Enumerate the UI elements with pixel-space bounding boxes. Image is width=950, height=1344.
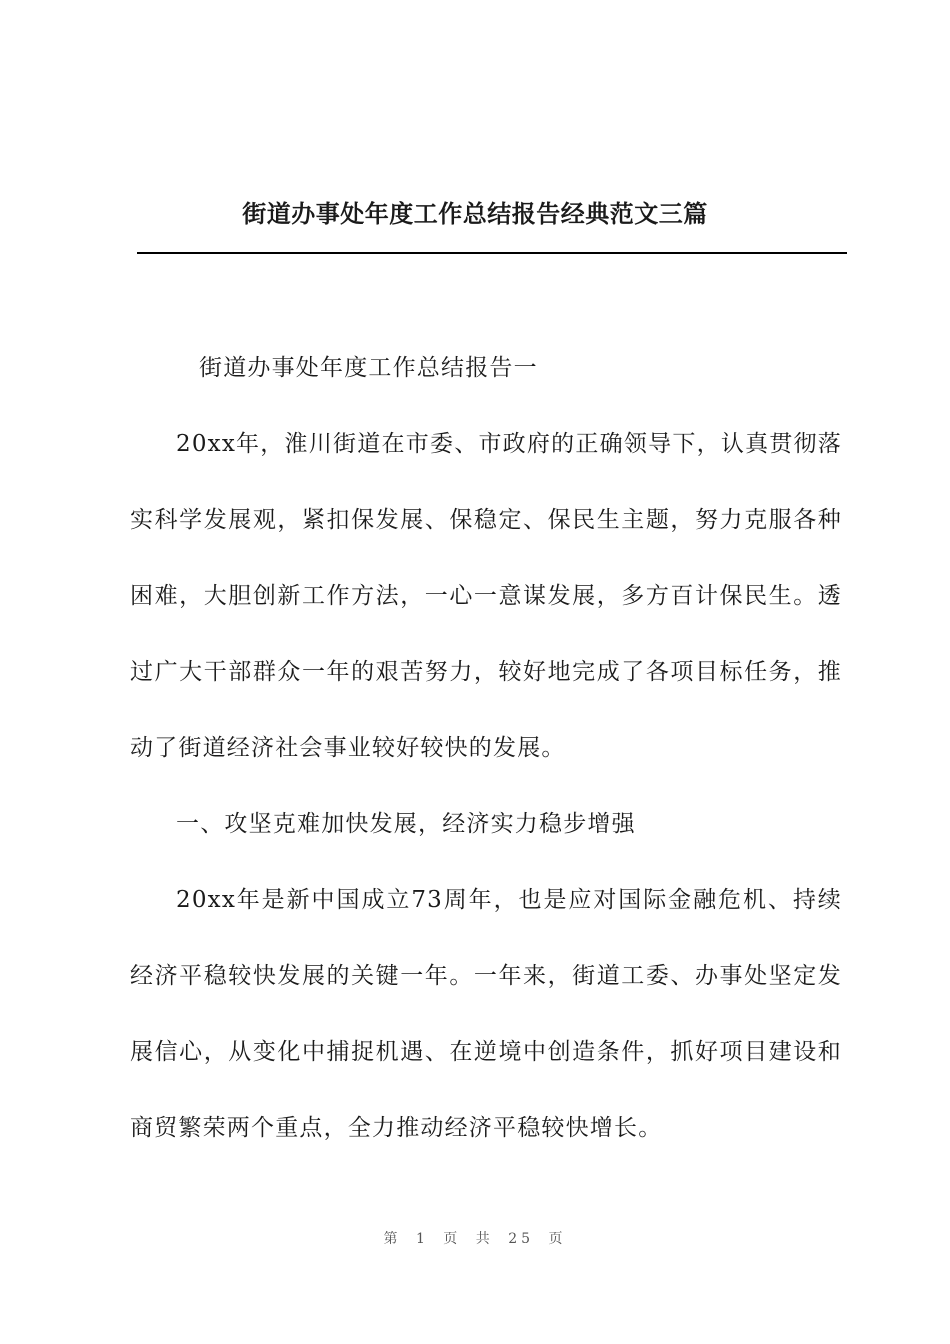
- paragraph-intro: 20xx年，淮川街道在市委、市政府的正确领导下，认真贯彻落实科学发展观，紧扣保发展、保稳定、保民生主题，努力克服各种困难，大胆创新工作方法，一心一意谋发展，多方百计保民生。透过广大干部群众一年的艰苦努力，较好地完成了各项目标任务，推动了街道经济社会事业较好较快的发展。: [130, 431, 842, 761]
- page-number-footer: 第 1 页 共 25 页: [383, 1231, 567, 1247]
- paragraph-economy: 20xx年是新中国成立73周年，也是应对国际金融危机、持续经济平稳较快发展的关键一年。一年来，街道工委、办事处坚定发展信心，从变化中捕捉机遇、在逆境中创造条件，抓好项目建设和商贸繁荣两个重点，全力推动经济平稳较快增长。: [130, 887, 842, 1141]
- title-divider: [137, 252, 847, 254]
- document-title: 街道办事处年度工作总结报告经典范文三篇: [242, 199, 708, 228]
- section-heading-report-one: 街道办事处年度工作总结报告一: [199, 355, 538, 381]
- document-body: [130, 330, 842, 1166]
- section-heading-one: 一、攻坚克难加快发展，经济实力稳步增强: [176, 811, 636, 837]
